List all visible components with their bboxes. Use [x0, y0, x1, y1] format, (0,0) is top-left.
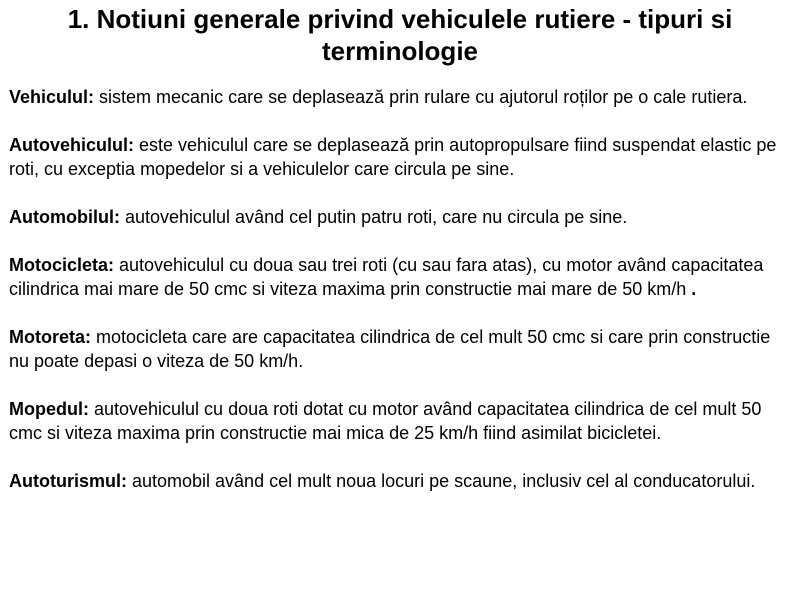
- definition-vehiculul: [9, 85, 794, 109]
- definition-mopedul: [9, 397, 794, 445]
- definition-motoreta: [9, 325, 794, 373]
- definition-autoturismul: [9, 469, 794, 493]
- definition-trailing-period: .: [691, 279, 697, 299]
- slide-title: 1. Notiuni generale privind vehiculele rutiere - tipuri si terminologie: [67, 4, 733, 66]
- definition-term: Motocicleta:: [9, 255, 115, 275]
- definition-motocicleta: [9, 253, 794, 301]
- definition-text: automobil având cel mult noua locuri pe scaune, inclusiv cel al conducatorului.: [126, 471, 756, 491]
- definition-term: Motoreta:: [9, 327, 91, 347]
- definition-term: Autovehiculul:: [9, 135, 134, 155]
- definition-term: Mopedul:: [9, 399, 89, 419]
- definition-term: Autoturismul:: [9, 471, 127, 491]
- definition-autovehiculul: [9, 133, 794, 181]
- definition-text: este vehiculul care se deplasează prin autopropulsare fiind suspendat elastic pe roti, cu exceptia mopedelor si a vehiculelor care circula pe sine.: [9, 135, 777, 179]
- definition-text: sistem mecanic care se deplasează prin rulare cu ajutorul roților pe o cale rutiera.: [94, 87, 748, 107]
- definition-term: Vehiculul:: [9, 87, 95, 107]
- definition-text: motocicleta care are capacitatea cilindrica de cel mult 50 cmc si care prin constructie nu poate depasi o viteza de 50 km/h.: [9, 327, 771, 371]
- definition-term: Automobilul:: [9, 207, 120, 227]
- definition-text: autovehiculul cu doua roti dotat cu motor având capacitatea cilindrica de cel mult 50 cmc si viteza maxima prin constructie mai mica de 25 km/h fiind asimilat bicicletei.: [9, 399, 762, 443]
- definitions-list: [9, 85, 794, 517]
- definition-automobilul: [9, 205, 794, 229]
- definition-text: autovehiculul cu doua sau trei roti (cu sau fara atas), cu motor având capacitatea cilindrica mai mare de 50 cmc si viteza maxima prin constructie mai mare de 50 km/h: [9, 255, 764, 299]
- definition-text: autovehiculul având cel putin patru roti, care nu circula pe sine.: [119, 207, 628, 227]
